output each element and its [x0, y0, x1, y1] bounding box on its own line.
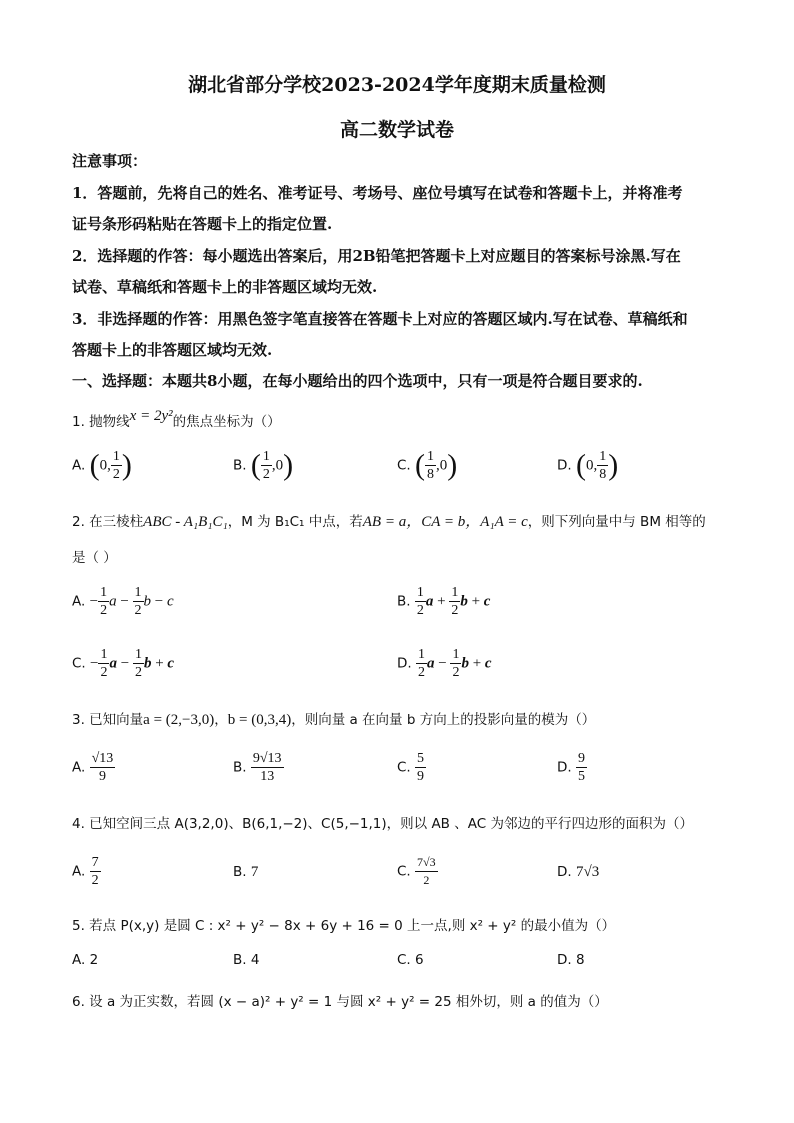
question-6: 6. 设 a 为正实数，若圆 (x − a)² + y² = 1 与圆 x² + y² = 25 相外切，则 a 的值为（）	[72, 994, 608, 1010]
q2-option-c: C. − $\frac{1}{2}$ a − $\frac{1}{2}$ b + c	[72, 647, 175, 680]
question-2-line-1: 2. 在三棱柱ABC - A₁B₁C₁，M 为 B₁C₁ 中点，若AB = a，CA = b，A₁A = c，则下列向量中与 BM 相等的	[72, 514, 706, 530]
note-2-line-2: 试卷、草稿纸和答题卡上的非答题区域均无效.	[72, 278, 378, 296]
q5-option-d: D. 8	[557, 952, 585, 968]
q2-option-b: B. $\frac{1}{2}$ a + $\frac{1}{2}$ b + c	[397, 585, 491, 618]
notes-heading: 注意事项：	[72, 152, 148, 170]
exam-title: 湖北省部分学校2023-2024学年度期末质量检测	[188, 74, 606, 96]
note-1-line-2: 证号条形码粘贴在答题卡上的指定位置.	[72, 215, 333, 233]
q5-option-b: B. 4	[233, 952, 260, 968]
q2-option-a: A. − $\frac{1}{2}$ a − $\frac{1}{2}$ b − c	[72, 585, 174, 618]
question-5: 5. 若点 P(x,y) 是圆 C : x² + y² − 8x + 6y + 16 = 0 上一点,则 x² + y² 的最小值为（）	[72, 918, 616, 934]
exam-subtitle: 高二数学试卷	[339, 119, 454, 141]
q4-option-b: B. 7	[233, 864, 259, 880]
q1-option-b: B. ( $\frac{1}{2}$ ,0)	[233, 448, 294, 482]
question-3: 3. 已知向量a = (2,−3,0)，b = (0,3,4)，则向量 a 在向量 b 方向上的投影向量的模为（）	[72, 712, 596, 728]
q1-option-a: A. (0, $\frac{1}{2}$ )	[72, 448, 132, 482]
q3-option-b: B. $\frac{9√13}{13}$	[233, 751, 282, 784]
q5-option-a: A. 2	[72, 952, 99, 968]
q3-option-d: D. $\frac{9}{5}$	[557, 751, 585, 784]
question-4: 4. 已知空间三点 A(3,2,0)、B(6,1,−2)、C(5,−1,1)，则以 AB 、AC 为邻边的平行四边形的面积为（）	[72, 816, 693, 832]
section-1-heading: 一、选择题：本题共8小题，在每小题给出的四个选项中，只有一项是符合题目要求的.	[72, 372, 643, 390]
q2-option-d: D. $\frac{1}{2}$ a − $\frac{1}{2}$ b + c	[397, 647, 492, 680]
note-3-line-1: 3．非选择题的作答：用黑色签字笔直接答在答题卡上对应的答题区域内.写在试卷、草稿纸和	[72, 310, 688, 328]
q1-formula: x = 2y²	[129, 408, 173, 424]
question-1: 1. 抛物线x = 2y²的焦点坐标为（）	[72, 408, 281, 430]
note-2-line-1: 2．选择题的作答：每小题选出答案后，用2B铅笔把答题卡上对应题目的答案标号涂黑.写在	[72, 247, 681, 265]
q3-option-a: A. $\frac{√13}{9}$	[72, 751, 114, 784]
note-1-line-1: 1．答题前，先将自己的姓名、准考证号、考场号、座位号填写在试卷和答题卡上，并将准考	[72, 184, 683, 202]
q1-option-d: D. (0, $\frac{1}{8}$ )	[557, 448, 619, 482]
q4-option-d: D. 7√3	[557, 864, 600, 880]
note-3-line-2: 答题卡上的非答题区域均无效.	[72, 341, 273, 359]
q4-option-a: A. $\frac{7}{2}$	[72, 855, 99, 888]
q3-option-c: C. $\frac{5}{9}$	[397, 751, 425, 784]
q4-option-c: C. $\frac{7√3}{2}$	[397, 855, 436, 887]
question-2-line-2: 是（ ）	[72, 550, 117, 566]
q1-option-c: C. ( $\frac{1}{8}$ ,0)	[397, 448, 458, 482]
q5-option-c: C. 6	[397, 952, 424, 968]
